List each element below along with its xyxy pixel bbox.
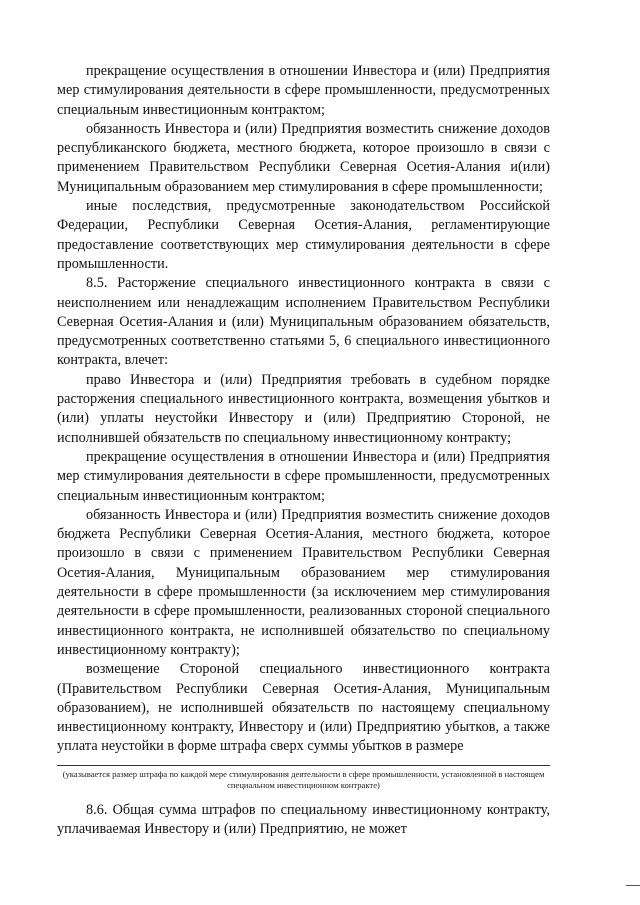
paragraph-4: 8.5. Расторжение специального инвестиционного контракта в связи с неисполнением или ненадлежащим исполнением Правительством Республики Северная Осетия-Алания и (или) Муниципальным образованием обязательств, предусмотренных соответственно статьями 5, 6 специального инвестиционного контракта, влечет: [57,275,550,369]
paragraph-2: обязанность Инвестора и (или) Предприятия возместить снижение доходов республиканского бюджета, местного бюджета, которое произошло в связи с применением Правительством Республики Северная Осетия-Алания и(или) Муниципальным образованием мер стимулирования в сфере промышленности; [57,120,550,195]
paragraph-5: право Инвестора и (или) Предприятия требовать в судебном порядке расторжения специального инвестиционного контракта, возмещения убытков и (или) уплаты неустойки Инвестору и (или) Предприятию Стороной, не исполнившей обязательств по специальному инвестиционному контракту; [57,371,550,446]
blank-fill-line [57,765,550,766]
page-edge-mark [626,885,640,886]
paragraph-6: прекращение осуществления в отношении Инвестора и (или) Предприятия мер стимулирования деятельности в сфере промышленности, предусмотренных специальным инвестиционным контрактом; [57,448,550,504]
document-page [57,62,550,839]
footnote-text: (указывается размер штрафа по каждой мере стимулирования деятельности в сфере промышленности, установленной в настоящем специальном инвестиционном контракте) [62,768,545,790]
paragraph-3: иные последствия, предусмотренные законодательством Российской Федерации, Республики Северная Осетия-Алания, регламентирующие предоставление соответствующих мер стимулирования деятельности в сфере промышленности. [57,198,550,272]
paragraph-1: прекращение осуществления в отношении Инвестора и (или) Предприятия мер стимулирования деятельности в сфере промышленности, предусмотренных специальным инвестиционным контрактом; [57,63,550,118]
paragraph-9: 8.6. Общая сумма штрафов по специальному инвестиционному контракту, уплачиваемая Инвестору и (или) Предприятию, не может [57,801,550,837]
paragraph-8: возмещение Стороной специального инвестиционного контракта (Правительством Республики Северная Осетия-Алания, Муниципальным образованием), не исполнившей обязательств по настоящему специальному инвестиционному контракту, Инвестору и (или) Предприятию убытков, а также уплата неустойки в форме штрафа сверх суммы убытков в размере [57,661,550,755]
paragraph-7: обязанность Инвестора и (или) Предприятия возместить снижение доходов бюджета Республики Северная Осетия-Алания, местного бюджета, которое произошло в связи с применением Правительством Республики Северная Осетия-Алания, Муниципальным образованием мер стимулирования деятельности в сфере промышленности (за исключением мер стимулирования деятельности в сфере промышленности, реализованных стороной специального инвестиционного контракта, не исполнившей обязательство по специальному инвестиционному контракту); [57,506,550,658]
